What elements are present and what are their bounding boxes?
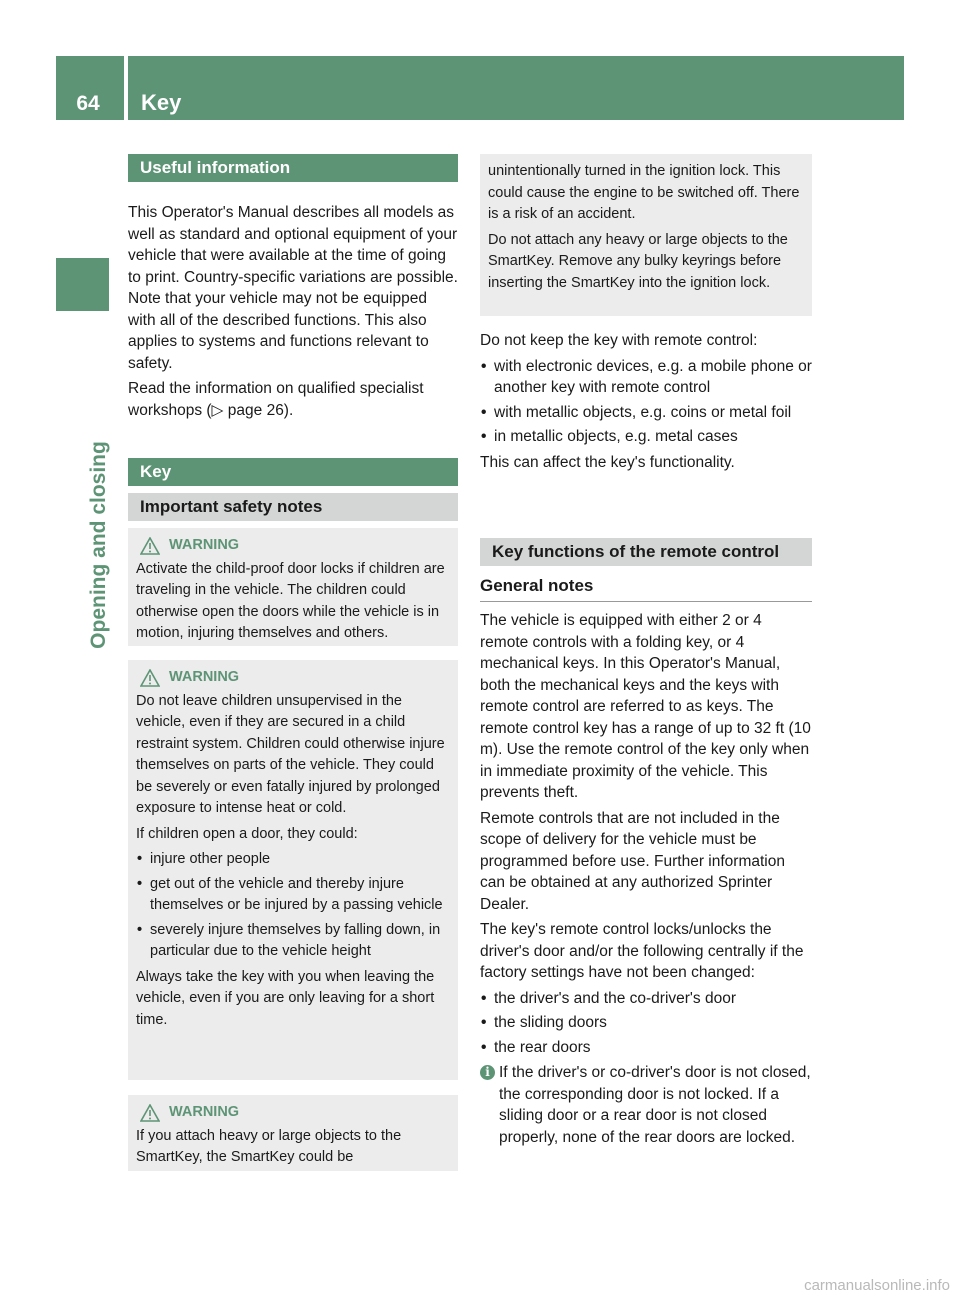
warning-text: If children open a door, they could: [136, 825, 358, 842]
page-number: 64 [76, 92, 100, 115]
warning-box-child-locks [128, 528, 458, 646]
useful-paragraph: This Operator's Manual describes all models as well as standard and optional equipment of your vehicle that were available at the time of going to print. Country-specific variations are possible. Note that your vehicle may not be equipped with all of the described functions. This also applies to systems and functions relevant to safety. [128, 204, 458, 372]
info-icon: i [480, 1065, 495, 1080]
warning-box-children-unsupervised [128, 660, 458, 1080]
warning-bullet-list [136, 849, 450, 963]
list-item: • with metallic objects, e.g. coins or metal foil [480, 402, 812, 424]
door-list [480, 988, 812, 1059]
header-bar [56, 56, 904, 120]
remote-control-functions-heading: Key functions of the remote control [480, 538, 812, 566]
warning-triangle-icon [140, 537, 160, 555]
useful-information-text [128, 202, 458, 425]
header-divider [124, 56, 128, 120]
warning-text: If you attach heavy or large objects to the SmartKey, the SmartKey could be [136, 1127, 402, 1165]
key-storage-list [480, 356, 812, 448]
warning-label: WARNING [169, 669, 240, 685]
warning-text: unintentionally turned in the ignition lock. This could cause the engine to be switched off. There is a risk of an accident. [488, 163, 800, 222]
key-section-heading: Key [128, 458, 458, 486]
warning-header [136, 1102, 450, 1124]
page-title: Key [141, 90, 182, 115]
warning-triangle-icon [140, 669, 160, 687]
warning-box-continued [480, 154, 812, 316]
warning-header [136, 535, 450, 557]
warning-text: Do not attach any heavy or large objects to the SmartKey. Remove any bulky keyrings before inserting the SmartKey into the ignition lock. [488, 231, 788, 291]
general-notes-heading: General notes [480, 576, 812, 602]
general-paragraph: Remote controls that are not included in the scope of delivery for the vehicle must be programmed before use. Further information can be obtained at any authorized Sprinter Dealer. [480, 809, 785, 913]
warning-text: Do not leave children unsupervised in the vehicle, even if they are secured in a child restraint system. Children could otherwise injure themselves on parts of the vehicle. They could be severely or even fatally injured by prolonged exposure to intense heat or cold. [136, 692, 445, 816]
warning-text: Always take the key with you when leaving the vehicle, even if you are only leaving for a short time. [136, 968, 435, 1028]
general-notes-text [480, 610, 812, 1148]
list-item: • the rear doors [480, 1037, 812, 1059]
key-storage-notes [480, 330, 812, 477]
useful-information-heading: Useful information [128, 154, 458, 182]
key-storage-intro: Do not keep the key with remote control: [480, 332, 758, 349]
list-item: • severely injure themselves by falling down, in particular due to the vehicle height [136, 920, 450, 963]
key-storage-outro: This can affect the key's functionality. [480, 453, 735, 471]
warning-triangle-icon [140, 1104, 160, 1122]
workshop-reference[interactable]: Read the information on qualified specialist workshops (▷ page 26). [128, 380, 424, 419]
info-note [480, 1062, 812, 1148]
safety-notes-heading: Important safety notes [128, 493, 458, 521]
warning-header [136, 667, 450, 689]
list-item: • get out of the vehicle and thereby injure themselves or be injured by a passing vehicle [136, 874, 450, 917]
list-item: • in metallic objects, e.g. metal cases [480, 426, 812, 448]
general-paragraph: The vehicle is equipped with either 2 or 4 remote controls with a folding key, or 4 mechanical keys. In this Operator's Manual, both the mechanical keys and the keys with remote control are referred to as keys. The remote control key has a range of up to 32 ft (10 m). Use the remote control of the key only when in immediate proximity of the vehicle. This prevents theft. [480, 612, 811, 801]
warning-box-smartkey [128, 1095, 458, 1171]
general-paragraph: The key's remote control locks/unlocks the driver's door and/or the following centrally if the factory settings have not been changed: [480, 921, 804, 981]
list-item: • injure other people [136, 849, 450, 871]
list-item: • the driver's and the co-driver's door [480, 988, 812, 1010]
warning-label: WARNING [169, 537, 240, 553]
section-tab-marker [56, 258, 109, 311]
list-item: • with electronic devices, e.g. a mobile phone or another key with remote control [480, 356, 812, 399]
list-item: • the sliding doors [480, 1012, 812, 1034]
watermark: carmanualsonline.info [804, 1277, 950, 1294]
chapter-side-label: Opening and closing [87, 441, 110, 649]
warning-text: Activate the child-proof door locks if children are traveling in the vehicle. The children could otherwise open the doors while the vehicle is in motion, injuring themselves and others. [136, 560, 445, 641]
warning-label: WARNING [169, 1104, 240, 1120]
info-text: If the driver's or co-driver's door is not closed, the corresponding door is not locked. If a sliding door or a rear door is not closed properly, none of the rear doors are locked. [499, 1064, 811, 1146]
